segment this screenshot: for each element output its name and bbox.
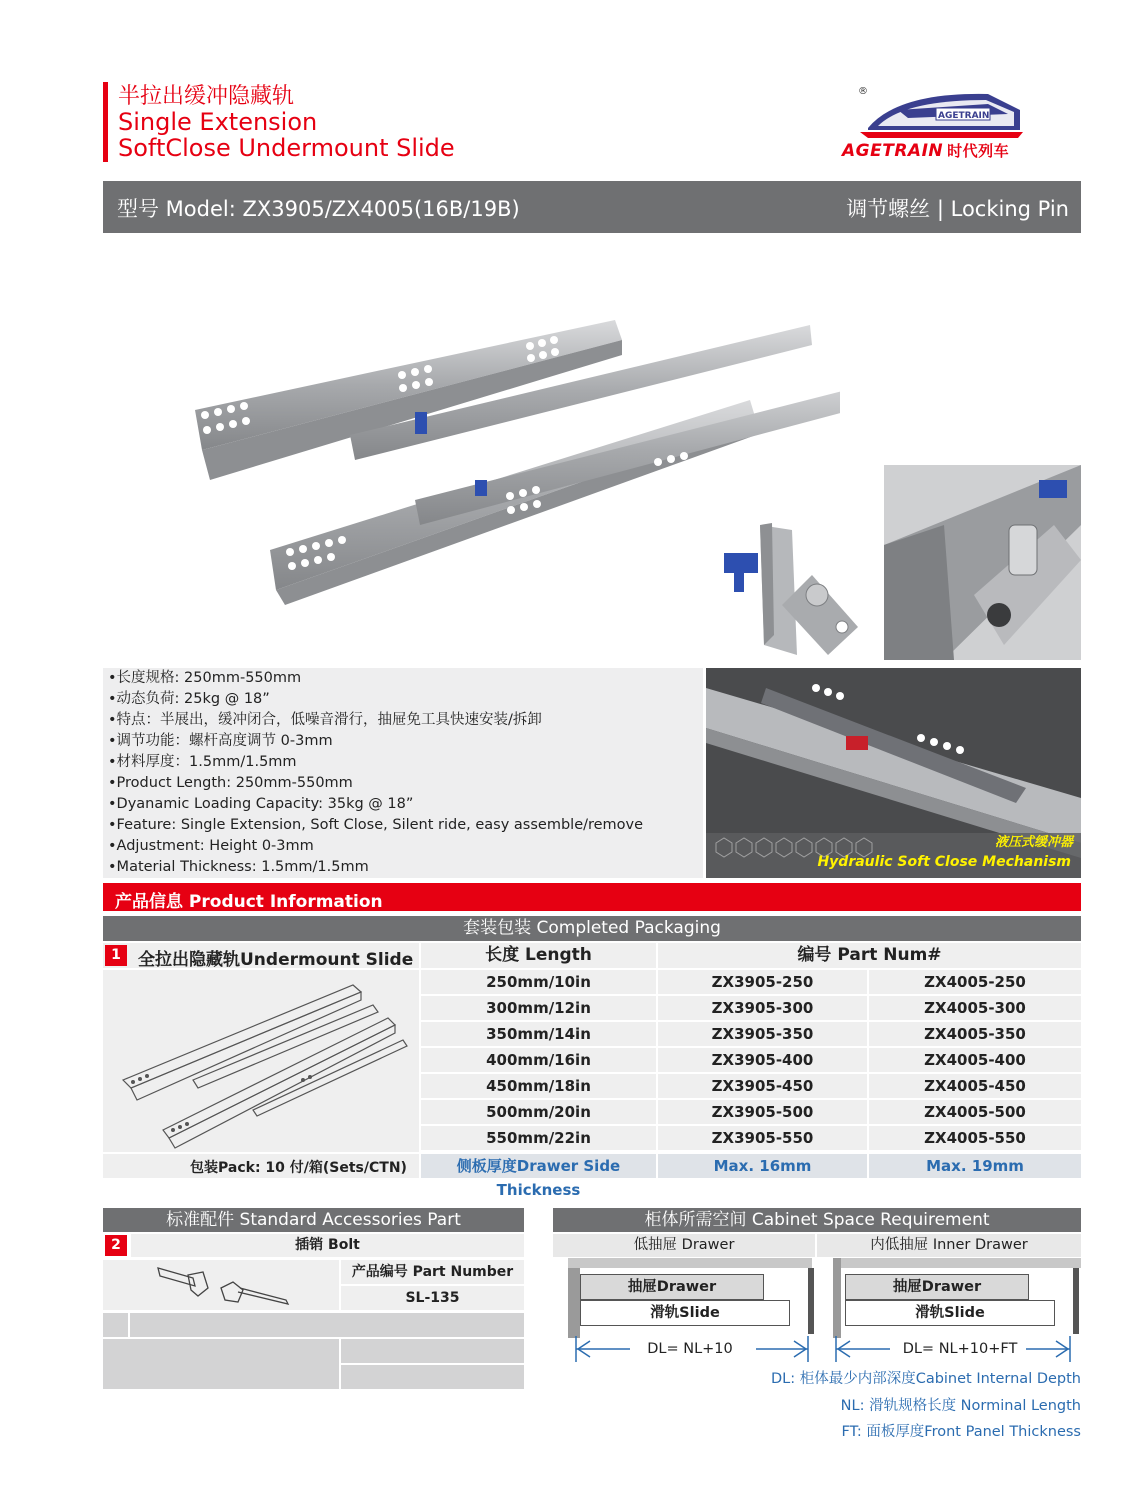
- row-part-b: ZX4005-450: [869, 1074, 1081, 1098]
- model-bar: [103, 181, 1081, 233]
- inner-cabinet-back-wall: [1073, 1268, 1079, 1334]
- empty-cell: [341, 1339, 524, 1363]
- slide-box: 滑轨Slide: [580, 1300, 790, 1326]
- undermount-slide-drawing: [103, 970, 419, 1152]
- row-part-a: ZX3905-400: [658, 1048, 867, 1072]
- inner-front-panel: [833, 1258, 841, 1338]
- spec-line: •调节功能：螺杆高度调节 0-3mm: [108, 733, 333, 749]
- dl-formula-2: DL= NL+10+FT: [902, 1341, 1018, 1357]
- drawer-box: 抽屉Drawer: [580, 1274, 764, 1300]
- legend-nl: NL: 滑轨规格长度 Norminal Length: [840, 1398, 1081, 1414]
- packaging-title: 套装包装 Completed Packaging: [103, 916, 1081, 941]
- registered-mark: ®: [858, 86, 868, 97]
- row-part-b: ZX4005-350: [869, 1022, 1081, 1046]
- accessories-item-name: 插销 Bolt: [131, 1234, 524, 1257]
- soft-close-caption-en: Hydraulic Soft Close Mechanism: [817, 854, 1071, 870]
- spec-line: •材料厚度：1.5mm/1.5mm: [108, 754, 297, 770]
- packaging-item-name: 全拉出隐藏轨Undermount Slide: [138, 950, 414, 970]
- spec-line: •Dyanamic Loading Capacity: 35kg @ 18”: [108, 796, 414, 812]
- cabinet-title: 柜体所需空间 Cabinet Space Requirement: [553, 1208, 1081, 1232]
- cabinet-top: [568, 1258, 812, 1268]
- drawer-side-thickness-label: 侧板厚度Drawer Side Thickness: [421, 1154, 656, 1178]
- logo-text: AGETRAIN: [938, 111, 990, 121]
- locking-pin-detail-photo: [712, 515, 877, 660]
- cabinet-col-inner-drawer: 内低抽屉 Inner Drawer: [817, 1234, 1081, 1257]
- row-length: 350mm/14in: [421, 1022, 656, 1046]
- soft-close-caption-cn: 液压式缓冲器: [994, 835, 1073, 850]
- feature-locking-pin: 调节螺丝 | Locking Pin: [846, 197, 1069, 221]
- thickness-a: Max. 16mm: [658, 1154, 867, 1178]
- col-part-header: 编号 Part Num#: [658, 943, 1081, 968]
- row-part-a: ZX3905-350: [658, 1022, 867, 1046]
- legend-dl: DL: 柜体最少内部深度Cabinet Internal Depth: [770, 1371, 1081, 1387]
- row-part-a: ZX3905-500: [658, 1100, 867, 1124]
- title-en-line2: SoftClose Undermount Slide: [118, 134, 455, 162]
- col-length-header: 长度 Length: [421, 943, 656, 968]
- product-info-band: [103, 883, 1081, 911]
- part-number-value: SL-135: [341, 1286, 524, 1310]
- title-accent-bar: [103, 82, 108, 162]
- inner-cabinet-top: [841, 1258, 1081, 1268]
- spec-line: •Product Length: 250mm-550mm: [108, 775, 353, 791]
- row-part-a: ZX3905-250: [658, 970, 867, 994]
- pack-label: 包装Pack: 10 付/箱(Sets/CTN): [190, 1160, 407, 1176]
- row-length: 400mm/16in: [421, 1048, 656, 1072]
- row-length: 300mm/12in: [421, 996, 656, 1020]
- row-part-b: ZX4005-300: [869, 996, 1081, 1020]
- spec-line: •Feature: Single Extension, Soft Close, Silent ride, easy assemble/remove: [108, 817, 644, 833]
- product-info-label: 产品信息 Product Information: [115, 892, 383, 912]
- packaging-item-number: 1: [105, 945, 127, 966]
- spec-line: •长度规格: 250mm-550mm: [108, 670, 302, 686]
- bolt-drawing-cell: [103, 1260, 339, 1310]
- row-part-a: ZX3905-450: [658, 1074, 867, 1098]
- row-part-b: ZX4005-250: [869, 970, 1081, 994]
- part-number-label: 产品编号 Part Number: [341, 1260, 524, 1284]
- thickness-b: Max. 19mm: [869, 1154, 1081, 1178]
- empty-cell: [103, 1339, 339, 1389]
- row-length: 500mm/20in: [421, 1100, 656, 1124]
- spec-line: •Adjustment: Height 0-3mm: [108, 838, 314, 854]
- inner-drawer-box: 抽屉Drawer: [845, 1274, 1029, 1300]
- spec-line: •Material Thickness: 1.5mm/1.5mm: [108, 859, 369, 875]
- accessories-title: 标准配件 Standard Accessories Part: [103, 1208, 524, 1232]
- cabinet-col-drawer: 低抽屉 Drawer: [553, 1234, 815, 1257]
- dl-formula-1: DL= NL+10: [647, 1341, 733, 1357]
- row-part-b: ZX4005-400: [869, 1048, 1081, 1072]
- spec-line: •特点：半展出，缓冲闭合，低噪音滑行，抽屉免工具快速安装/拆卸: [108, 712, 542, 728]
- spec-line: •动态负荷: 25kg @ 18”: [108, 691, 270, 707]
- row-part-b: ZX4005-550: [869, 1126, 1081, 1150]
- row-length: 250mm/10in: [421, 970, 656, 994]
- title-en-line1: Single Extension: [118, 108, 318, 136]
- row-part-a: ZX3905-550: [658, 1126, 867, 1150]
- cabinet-front-panel: [568, 1258, 580, 1338]
- inner-slide-box: 滑轨Slide: [845, 1300, 1055, 1326]
- bolt-drawing: [103, 1260, 339, 1310]
- locking-pin-closeup-photo: [884, 465, 1081, 660]
- empty-cell: [341, 1365, 524, 1389]
- empty-cell: [103, 1313, 128, 1337]
- soft-close-mechanism-photo: [706, 668, 1081, 878]
- row-length: 550mm/22in: [421, 1126, 656, 1150]
- row-length: 450mm/18in: [421, 1074, 656, 1098]
- empty-cell: [130, 1313, 524, 1337]
- cabinet-back-wall: [808, 1268, 814, 1334]
- accessories-item-number: 2: [105, 1235, 127, 1256]
- row-part-a: ZX3905-300: [658, 996, 867, 1020]
- row-part-b: ZX4005-500: [869, 1100, 1081, 1124]
- packaging-illustration-cell: [103, 970, 419, 1152]
- brand-name: AGETRAIN 时代列车: [842, 141, 1010, 161]
- model-number: 型号 Model: ZX3905/ZX4005(16B/19B): [117, 197, 520, 221]
- legend-ft: FT: 面板厚度Front Panel Thickness: [841, 1424, 1081, 1440]
- title-cn: 半拉出缓冲隐藏轨: [118, 84, 295, 109]
